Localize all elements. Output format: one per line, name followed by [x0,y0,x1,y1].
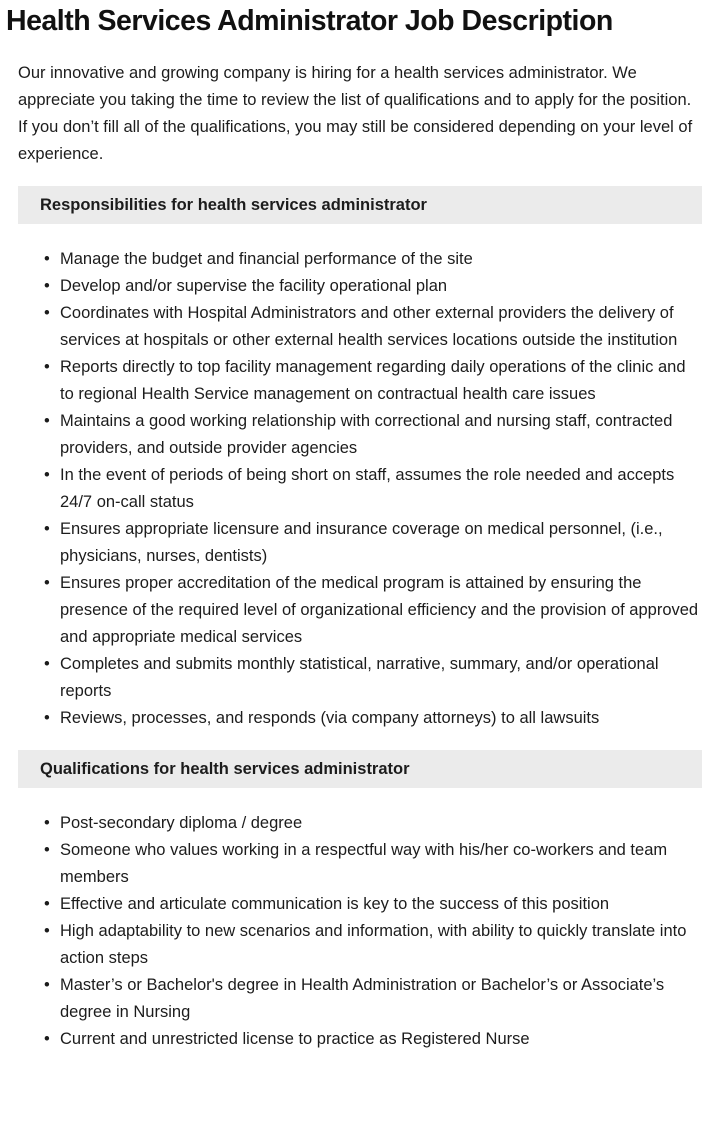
page-title: Health Services Administrator Job Description [6,5,613,37]
list-item: • Coordinates with Hospital Administrators and other external providers the delivery of services at hospitals or other external health services locations outside the institution [60,300,702,354]
list-item: • Reviews, processes, and responds (via company attorneys) to all lawsuits [60,705,702,732]
list-item: • Ensures proper accreditation of the medical program is attained by ensuring the presence of the required level of organizational efficiency and the provision of approved and appropriate medical services [60,570,702,651]
section-heading-qualifications [18,750,702,788]
list-item: • Someone who values working in a respectful way with his/her co-workers and team members [60,837,702,891]
section-heading-responsibilities-label: Responsibilities for health services administrator [40,195,427,214]
list-item: • Ensures appropriate licensure and insurance coverage on medical personnel, (i.e., physicians, nurses, dentists) [60,516,702,570]
list-item: • Reports directly to top facility management regarding daily operations of the clinic and to regional Health Service management on contractual health care issues [60,354,702,408]
list-item: • Develop and/or supervise the facility operational plan [60,273,702,300]
intro-paragraph: Our innovative and growing company is hiring for a health services administrator. We appreciate you taking the time to review the list of qualifications and to apply for the position. If you don’t fill all of the qualifications, you may still be considered depending on your level of experience. [18,64,693,164]
list-item: • High adaptability to new scenarios and information, with ability to quickly translate into action steps [60,918,702,972]
list-item: • Effective and articulate communication is key to the success of this position [60,891,702,918]
job-description-page [0,6,720,1144]
section-heading-qualifications-label: Qualifications for health services administrator [40,759,410,778]
responsibilities-list [18,246,702,732]
list-item: • Manage the budget and financial performance of the site [60,246,702,273]
section-heading-responsibilities [18,186,702,224]
list-item: • Maintains a good working relationship with correctional and nursing staff, contracted providers, and outside provider agencies [60,408,702,462]
list-item: • Post-secondary diploma / degree [60,810,702,837]
list-item: • Completes and submits monthly statistical, narrative, summary, and/or operational reports [60,651,702,705]
list-item: • In the event of periods of being short on staff, assumes the role needed and accepts 24/7 on-call status [60,462,702,516]
list-item: • Current and unrestricted license to practice as Registered Nurse [60,1026,702,1053]
qualifications-list [18,810,702,1053]
list-item: • Master’s or Bachelor's degree in Health Administration or Bachelor’s or Associate’s degree in Nursing [60,972,702,1026]
